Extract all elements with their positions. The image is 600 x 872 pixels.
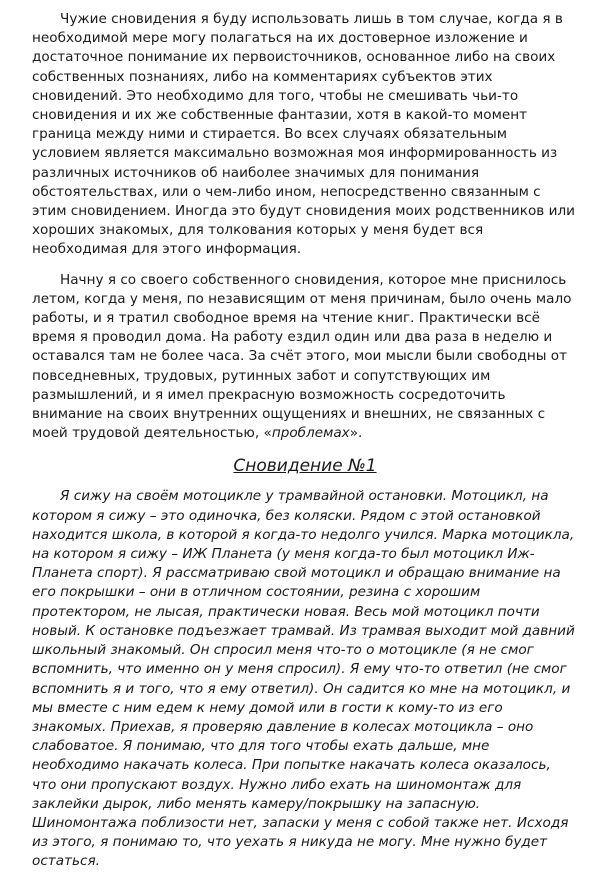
context-paragraph-end: ». [349,425,363,442]
context-paragraph-text: Начну я со своего собственного сновидения, которое мне приснилось летом, когда у меня, по независящим от меня причинам, было очень мало работы, и я тратил свободное время на чтение книг. Практически всё время я проводил дома. На работу ездил один или два раза в неделю и оставался там не более часа. За счёт этого, мои мысли были свободны от повседневных, трудовых, рутинных забот и сопутствующих им размышлений, и я имел прекрасную возможность сосредоточить внимание на своих внутренних ощущениях и внешних, не связанных с моей трудовой деятельностью, « [32,271,572,442]
dream-heading: Сновидение №1 [233,456,377,477]
context-paragraph-emphasis: проблемах [271,425,350,442]
intro-paragraph: Чужие сновидения я буду использовать лишь в том случае, когда я в необходимой мере могу полагаться на их достоверное изложение и достаточное понимание их первоисточников, основанное либо на своих собственных познаниях, либо на комментариях субъектов этих сновидений. Это необходимо для того, чтобы не смешивать чьи-то сновидения и их же собственные фантазии, хотя в какой-то момент граница между ними и стирается. Во всех случаях обязательным условием является максимально возможная моя информированность из различных источников об наиболее значимых для понимания обстоятельствах, или о чем-либо ином, непосредственно связанным с этим сновидением. Иногда это будут сновидения моих родственников или хороших знакомых, для толкования которых у меня будет вся необходимая для этого информация. [32,11,575,258]
dream-paragraph: Я сижу на своём мотоцикле у трамвайной остановки. Мотоцикл, на котором я сижу – это одиночка, без коляски. Рядом с этой остановкой находится школа, в которой я когда-то недолго учился. Марка мотоцикла, на котором я сижу – ИЖ Планета (у меня когда-то был мотоцикл Иж-Планета спорт). Я рассматриваю свой мотоцикл и обращаю внимание на его покрышки – они в отличном состоянии, резина с хорошим протектором, не лысая, практически новая. Весь мой мотоцикл почти новый. К остановке подъезжает трамвай. Из трамвая выходит мой давний школьный знакомый. Он спросил меня что-то о мотоцикле (я не смог вспомнить, что именно он у меня спросил). Я ему что-то ответил (не смог вспомнить я и того, что я ему ответил). Он садится ко мне на мотоцикл, и мы вместе с ним едем к нему домой или в гости к кому-то из его знакомых. Приехав, я проверяю давление в колесах мотоцикла – оно слабоватое. Я понимаю, что для того чтобы ехать дальше, мне необходимо накачать колеса. При попытке накачать колеса оказалось, что они пропускают воздух. Нужно либо ехать на шиномонтаж для заклейки дырок, либо менять камеру/покрышку на запасную. Шиномонтажа поблизости нет, запаски у меня с собой также нет. Исходя из этого, я понимаю то, что уехать я никуда не могу. Мне нужно будет остаться. [32,488,575,870]
context-paragraph [32,271,578,444]
